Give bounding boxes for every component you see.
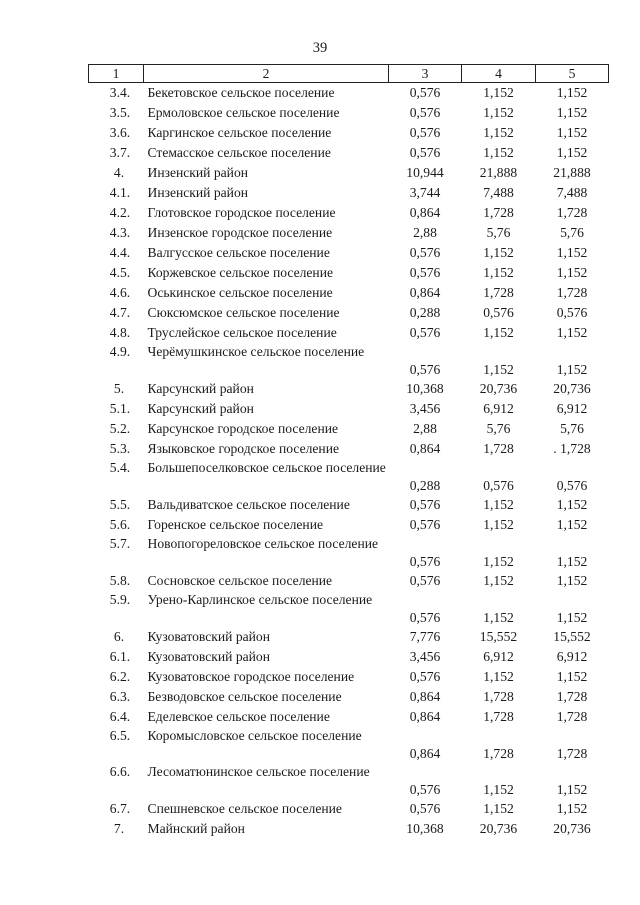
row-name: Валгусское сельское поселение — [147, 245, 330, 260]
row-value-col-4: 1,152 — [483, 265, 514, 280]
row-value-col-5: 1,728 — [556, 709, 588, 724]
row-value-col-5: 1,152 — [556, 85, 588, 100]
table-row — [89, 243, 609, 263]
row-number: 4. — [113, 165, 125, 180]
row-name: Ермоловское сельское поселение — [147, 105, 340, 120]
allocation-table — [88, 64, 609, 839]
table-row — [89, 727, 609, 763]
row-value-col-3: 0,864 — [409, 441, 441, 456]
table-row — [89, 203, 609, 223]
row-number: 5. — [113, 381, 125, 396]
row-name: Лесоматюнинское сельское поселение — [147, 764, 370, 779]
row-value-col-3: 0,864 — [409, 746, 441, 761]
row-number: 6.1. — [109, 649, 131, 664]
row-value-col-4: 0,576 — [483, 305, 514, 320]
table-row — [89, 667, 609, 687]
row-value-col-4: 20,736 — [479, 821, 518, 836]
row-value-col-5: 15,552 — [553, 629, 591, 644]
row-name: Инзенский район — [147, 185, 249, 200]
row-number: 5.8. — [109, 573, 131, 588]
table-row — [89, 799, 609, 819]
table-row — [89, 343, 609, 379]
row-value-col-3: 7,776 — [409, 629, 441, 644]
row-name: Спешневское сельское поселение — [147, 801, 342, 816]
row-name: Коромысловское сельское поселение — [147, 728, 362, 743]
row-value-col-3: 0,576 — [409, 782, 441, 797]
row-value-col-5: 1,152 — [556, 517, 588, 532]
row-value-col-5: 20,736 — [553, 381, 591, 396]
row-number: 4.9. — [109, 344, 131, 359]
row-value-col-4: 1,152 — [483, 105, 514, 120]
row-name: Карсунское городское поселение — [147, 421, 339, 436]
row-value-col-4: 0,576 — [483, 478, 514, 493]
row-value-col-3: 3,456 — [409, 401, 441, 416]
row-name: Инзенский район — [147, 165, 249, 180]
row-value-col-5: 5,76 — [560, 421, 584, 436]
row-value-col-3: 0,576 — [409, 325, 441, 340]
row-value-col-5: 1,152 — [556, 610, 588, 625]
row-value-col-3: 0,576 — [409, 265, 441, 280]
header-col-2: 2 — [144, 65, 389, 83]
row-number: 6.7. — [109, 801, 131, 816]
row-value-col-3: 3,744 — [409, 185, 441, 200]
row-name: Еделевское сельское поселение — [147, 709, 330, 724]
row-number: 4.5. — [109, 265, 131, 280]
row-value-col-5: 1,152 — [556, 325, 588, 340]
row-value-col-4: 1,152 — [483, 497, 514, 512]
row-value-col-5: 1,152 — [556, 105, 588, 120]
row-number: 5.1. — [109, 401, 131, 416]
row-value-col-5: 1,728 — [556, 285, 588, 300]
row-value-col-5: 6,912 — [556, 401, 588, 416]
row-value-col-3: 10,944 — [406, 165, 444, 180]
row-name: Труслейское сельское поселение — [147, 325, 337, 340]
row-value-col-3: 3,456 — [409, 649, 441, 664]
row-value-col-3: 0,576 — [409, 610, 441, 625]
row-name: Языковское городское поселение — [147, 441, 339, 456]
table-row — [89, 647, 609, 667]
row-number: 4.1. — [109, 185, 131, 200]
row-value-col-3: 0,576 — [409, 362, 441, 377]
row-value-col-3: 0,576 — [409, 517, 441, 532]
table-row — [89, 571, 609, 591]
header-col-1: 1 — [89, 65, 144, 83]
row-value-col-5: 1,152 — [556, 554, 588, 569]
row-value-col-4: 1,728 — [483, 441, 514, 456]
row-number: 4.3. — [109, 225, 131, 240]
row-value-col-4: 1,152 — [483, 145, 514, 160]
row-value-col-3: 0,576 — [409, 497, 441, 512]
row-name: Кузоватовский район — [147, 649, 271, 664]
row-value-col-5: 1,152 — [556, 801, 588, 816]
row-value-col-5: 0,576 — [556, 305, 588, 320]
row-name: Вальдиватское сельское поселение — [147, 497, 350, 512]
row-number: 6.5. — [109, 728, 131, 743]
row-value-col-5: 1,152 — [556, 782, 588, 797]
row-value-col-3: 0,576 — [409, 105, 441, 120]
row-name: Бекетовское сельское поселение — [147, 85, 335, 100]
table-row — [89, 103, 609, 123]
row-value-col-3: 0,288 — [409, 305, 441, 320]
row-number: 3.5. — [109, 105, 131, 120]
row-name: Безводовское сельское поселение — [147, 689, 342, 704]
row-value-col-4: 1,728 — [483, 285, 514, 300]
row-value-col-3: 0,576 — [409, 125, 441, 140]
row-number: 3.6. — [109, 125, 131, 140]
table-row — [89, 223, 609, 243]
row-name: Коржевское сельское поселение — [147, 265, 334, 280]
table-row — [89, 83, 609, 104]
row-value-col-4: 1,152 — [483, 554, 514, 569]
table-body — [89, 83, 609, 840]
row-value-col-4: 1,728 — [483, 746, 514, 761]
row-value-col-4: 1,152 — [483, 801, 514, 816]
row-value-col-5: 6,912 — [556, 649, 588, 664]
row-name: Новопогореловское сельское поселение — [147, 536, 379, 551]
table-row — [89, 819, 609, 839]
table-row — [89, 283, 609, 303]
table-header — [89, 65, 609, 83]
row-name: Сюксюмское сельское поселение — [147, 305, 340, 320]
row-value-col-5: 1,152 — [556, 497, 588, 512]
row-value-col-4: 7,488 — [483, 185, 514, 200]
row-number: 5.3. — [109, 441, 131, 456]
row-number: 6.3. — [109, 689, 131, 704]
row-number: 6.6. — [109, 764, 131, 779]
table-row — [89, 399, 609, 419]
table-row — [89, 495, 609, 515]
row-value-col-4: 20,736 — [479, 381, 518, 396]
row-value-col-5: 1,152 — [556, 362, 588, 377]
page-number: 39 — [312, 40, 328, 56]
row-number: 4.8. — [109, 325, 131, 340]
row-name: Большепоселковское сельское поселение — [147, 460, 386, 475]
row-number: 4.7. — [109, 305, 131, 320]
row-value-col-3: 0,576 — [409, 573, 441, 588]
row-name: Кузоватовский район — [147, 629, 271, 644]
table-row — [89, 419, 609, 439]
row-value-col-4: 6,912 — [483, 649, 514, 664]
row-name: Кузоватовское городское поселение — [147, 669, 355, 684]
table-row — [89, 627, 609, 647]
table-row — [89, 687, 609, 707]
row-value-col-4: 1,152 — [483, 782, 514, 797]
row-number: 4.2. — [109, 205, 131, 220]
row-value-col-4: 1,728 — [483, 689, 514, 704]
row-value-col-3: 0,864 — [409, 205, 441, 220]
row-name: Урено-Карлинское сельское поселение — [147, 592, 373, 607]
header-col-5: 5 — [536, 65, 609, 83]
row-name: Карсунский район — [147, 381, 254, 396]
row-value-col-4: 1,152 — [483, 517, 514, 532]
row-value-col-3: 0,576 — [409, 85, 441, 100]
row-value-col-4: 1,152 — [483, 325, 514, 340]
row-value-col-5: 1,152 — [556, 573, 588, 588]
row-value-col-5: 1,728 — [556, 689, 588, 704]
row-value-col-5: 1,728 — [556, 205, 588, 220]
table-row — [89, 163, 609, 183]
row-value-col-3: 10,368 — [406, 821, 444, 836]
row-value-col-3: 0,576 — [409, 669, 441, 684]
row-value-col-4: 1,152 — [483, 125, 514, 140]
table-row — [89, 303, 609, 323]
table-row — [89, 763, 609, 799]
row-name: Черёмушкинское сельское поселение — [147, 344, 365, 359]
row-value-col-3: 0,864 — [409, 709, 441, 724]
row-name: Каргинское сельское поселение — [147, 125, 332, 140]
row-value-col-4: 1,152 — [483, 245, 514, 260]
table-row — [89, 143, 609, 163]
row-value-col-3: 2,88 — [413, 421, 437, 436]
row-value-col-5: 5,76 — [560, 225, 584, 240]
row-value-col-4: 1,152 — [483, 669, 514, 684]
row-value-col-5: 7,488 — [556, 185, 588, 200]
row-value-col-5: 1,152 — [556, 265, 588, 280]
row-value-col-4: 1,152 — [483, 573, 514, 588]
table-row — [89, 123, 609, 143]
row-number: 5.9. — [109, 592, 131, 607]
row-value-col-5: 1,152 — [556, 245, 588, 260]
row-value-col-3: 0,576 — [409, 554, 441, 569]
row-number: 7. — [113, 821, 125, 836]
row-value-col-3: 0,864 — [409, 285, 441, 300]
row-value-col-4: 1,152 — [483, 610, 514, 625]
row-value-col-5: 21,888 — [553, 165, 591, 180]
header-col-4: 4 — [462, 65, 536, 83]
row-value-col-3: 0,576 — [409, 145, 441, 160]
row-value-col-4: 21,888 — [479, 165, 518, 180]
row-number: 5.6. — [109, 517, 131, 532]
row-number: 5.5. — [109, 497, 131, 512]
row-value-col-5: 20,736 — [553, 821, 591, 836]
row-number: 6. — [113, 629, 125, 644]
row-name: Сосновское сельское поселение — [147, 573, 333, 588]
table-row — [89, 459, 609, 495]
row-value-col-3: 0,864 — [409, 689, 441, 704]
row-name: Глотовское городское поселение — [147, 205, 336, 220]
row-value-col-5: 0,576 — [556, 478, 588, 493]
row-number: 4.4. — [109, 245, 131, 260]
row-value-col-4: 15,552 — [479, 629, 518, 644]
row-number: 6.2. — [109, 669, 131, 684]
row-name: Майнский район — [147, 821, 245, 836]
table-row — [89, 515, 609, 535]
header-row — [89, 65, 609, 83]
table-row — [89, 707, 609, 727]
row-value-col-5: 1,152 — [556, 145, 588, 160]
row-number: 5.2. — [109, 421, 131, 436]
row-value-col-3: 0,576 — [409, 801, 441, 816]
row-value-col-4: 1,152 — [483, 362, 514, 377]
row-number: 3.7. — [109, 145, 131, 160]
row-value-col-4: 6,912 — [483, 401, 514, 416]
table-row — [89, 323, 609, 343]
row-value-col-5: 1,152 — [556, 669, 588, 684]
row-number: 3.4. — [109, 85, 131, 100]
table-row — [89, 591, 609, 627]
row-name: Оськинское сельское поселение — [147, 285, 333, 300]
row-name: Стемасское сельское поселение — [147, 145, 331, 160]
header-col-3: 3 — [389, 65, 462, 83]
row-value-col-5: 1,728 — [556, 746, 588, 761]
row-name: Горенское сельское поселение — [147, 517, 324, 532]
table-row — [89, 439, 609, 459]
row-value-col-3: 0,576 — [409, 245, 441, 260]
row-value-col-5: 1,152 — [556, 125, 588, 140]
row-value-col-3: 0,288 — [409, 478, 441, 493]
row-name: Карсунский район — [147, 401, 254, 416]
table-row — [89, 263, 609, 283]
row-number: 6.4. — [109, 709, 131, 724]
row-number: 5.7. — [109, 536, 131, 551]
row-value-col-3: 10,368 — [406, 381, 444, 396]
table-row — [89, 183, 609, 203]
row-value-col-4: 1,152 — [483, 85, 514, 100]
table-row — [89, 535, 609, 571]
row-name: Инзенское городское поселение — [147, 225, 333, 240]
row-number: 5.4. — [109, 460, 131, 475]
row-value-col-4: 1,728 — [483, 205, 514, 220]
row-value-col-4: 1,728 — [483, 709, 514, 724]
row-value-col-4: 5,76 — [486, 225, 511, 240]
table-row — [89, 379, 609, 399]
row-number: 4.6. — [109, 285, 131, 300]
row-value-col-4: 5,76 — [486, 421, 511, 436]
row-value-col-5: . 1,728 — [553, 441, 591, 456]
row-value-col-3: 2,88 — [413, 225, 437, 240]
